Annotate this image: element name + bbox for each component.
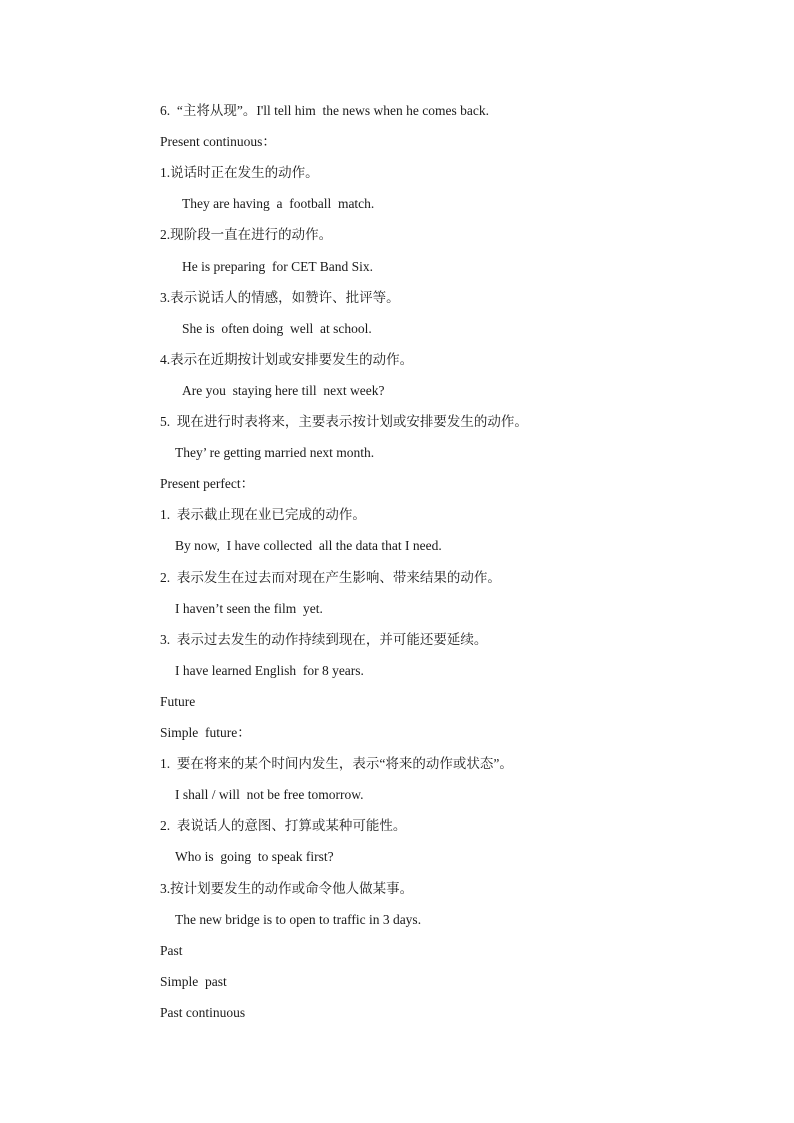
example-sentence: By now, I have collected all the data that I need. <box>175 538 442 553</box>
rule-item: 6. “主将从现”。I'll tell him the news when he comes back. <box>160 103 489 118</box>
rule-item: 5. 现在进行时表将来，主要表示按计划或安排要发生的动作。 <box>160 414 528 429</box>
rule-item: 2. 表示发生在过去而对现在产生影响、带来结果的动作。 <box>160 570 501 585</box>
rule-item: 2.现阶段一直在进行的动作。 <box>160 227 333 242</box>
section-heading: Simple future： <box>160 725 251 740</box>
section-heading: Present perfect： <box>160 476 255 491</box>
section-heading: Present continuous： <box>160 134 276 149</box>
rule-item: 3.表示说话人的情感，如赞许、批评等。 <box>160 290 400 305</box>
example-sentence: I haven’t seen the film yet. <box>175 601 323 616</box>
example-sentence: Who is going to speak first? <box>175 849 334 864</box>
rule-item: 3. 表示过去发生的动作持续到现在，并可能还要延续。 <box>160 632 488 647</box>
example-sentence: Are you staying here till next week? <box>182 383 385 398</box>
example-sentence: I have learned English for 8 years. <box>175 663 364 678</box>
rule-item: 1. 表示截止现在业已完成的动作。 <box>160 507 366 522</box>
rule-item: 3.按计划要发生的动作或命令他人做某事。 <box>160 881 414 896</box>
example-sentence: He is preparing for CET Band Six. <box>182 259 373 274</box>
example-sentence: The new bridge is to open to traffic in 3 days. <box>175 912 422 927</box>
rule-item: 4.表示在近期按计划或安排要发生的动作。 <box>160 352 414 367</box>
rule-item: 2. 表说话人的意图、打算或某种可能性。 <box>160 818 407 833</box>
section-heading: Past continuous <box>160 1005 246 1020</box>
example-sentence: They’ re getting married next month. <box>175 445 375 460</box>
example-sentence: They are having a football match. <box>182 196 375 211</box>
section-heading: Future <box>160 694 196 709</box>
section-heading: Past <box>160 943 183 958</box>
rule-item: 1.说话时正在发生的动作。 <box>160 165 319 180</box>
example-sentence: I shall / will not be free tomorrow. <box>175 787 364 802</box>
rule-item: 1. 要在将来的某个时间内发生，表示“将来的动作或状态”。 <box>160 756 513 771</box>
example-sentence: She is often doing well at school. <box>182 321 372 336</box>
section-heading: Simple past <box>160 974 227 989</box>
